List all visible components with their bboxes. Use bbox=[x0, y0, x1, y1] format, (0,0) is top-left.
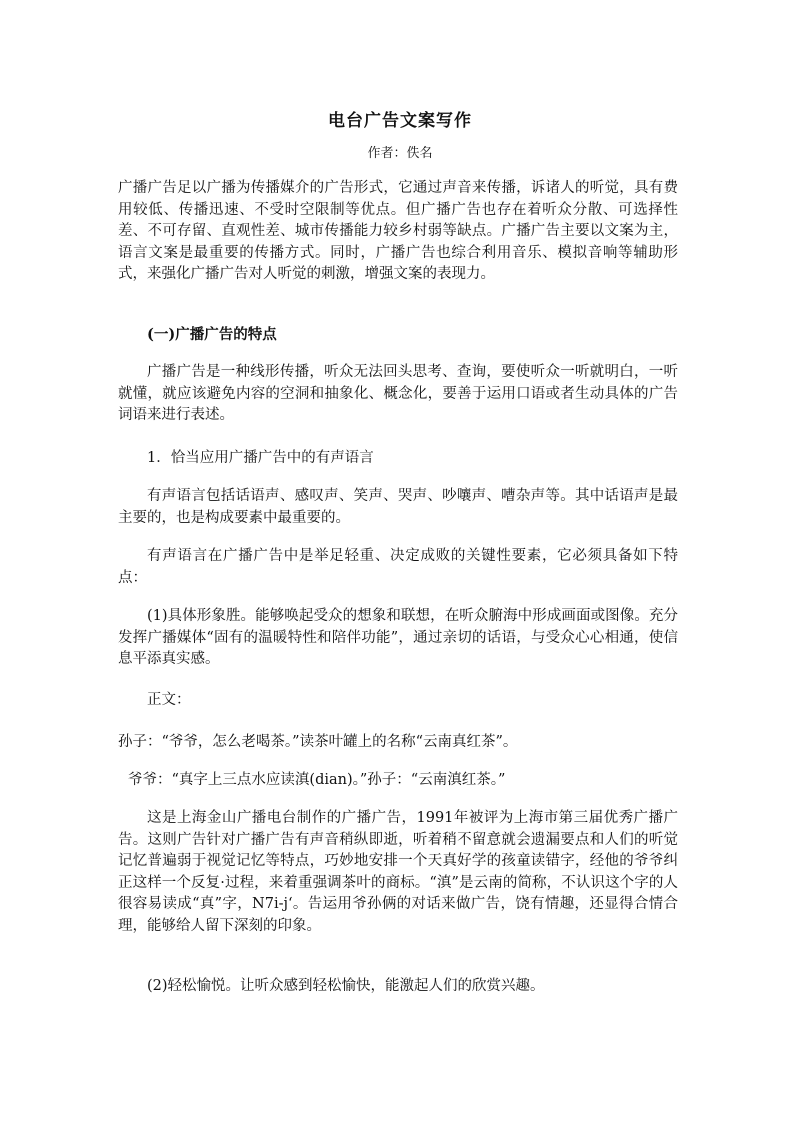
section-heading: (一)广播广告的特点 bbox=[147, 326, 277, 343]
document-author: 作者：佚名 bbox=[367, 146, 433, 161]
dialogue-line-2: 爷爷：“真字上三点水应读滇(dian)。”孙子：“云南滇红茶。” bbox=[128, 772, 506, 788]
paragraph-sound-role: 有声语言在广播广告中是举足轻重、决定成败的关键性要素，它必须具备如下特点： bbox=[118, 548, 678, 586]
paragraph-body-label: 正文： bbox=[147, 692, 191, 708]
paragraph-analysis: 这是上海金山广播电台制作的广播广告，1991年被评为上海市第三届优秀广播广告。这则广告针对广播广告有声音稍纵即逝，听着稍不留意就会遗漏要点和人们的听觉记忆普遍弱于视觉记忆等特点，巧妙地安排一个天真好学的孩童读错字，经他的爷爷纠正这样一个反复·过程，来着重强调茶叶的商标。“滇”是云南的简称，不认识这个字的人很容易读成“真”字，N7i-j‘。告运用爷孙俩的对话来做广告，饶有情趣，还显得合情合理，能够给人留下深刻的印象。 bbox=[118, 810, 678, 934]
dialogue-line-1: 孙子：“爷爷，怎么老喝茶。”读茶叶罐上的名称“云南真红茶”。 bbox=[118, 734, 518, 750]
paragraph-sound-types: 有声语言包括话语声、感叹声、笑声、哭声、吵嚷声、嘈杂声等。其中话语声是最主要的，也是构成要素中最重要的。 bbox=[118, 488, 678, 526]
paragraph-linear: 广播广告是一种线形传播，听众无法回头思考、查询，要使听众一听就明白，一听就懂，就应该避免内容的空洞和抽象化、概念化，要善于运用口语或者生动具体的广告词语来进行表述。 bbox=[118, 364, 678, 423]
paragraph-point-1: (1)具体形象胜。能够唤起受众的想象和联想，在听众腑海中形成画面或图像。充分发挥广播媒体“固有的温暖特性和陪伴功能”，通过亲切的话语，与受众心心相通，使信息平添真实感。 bbox=[118, 608, 678, 667]
paragraph-point-2: (2)轻松愉悦。让听众感到轻松愉快，能激起人们的欣赏兴趣。 bbox=[147, 978, 545, 994]
paragraph-intro: 广播广告足以广播为传播媒介的广告形式，它通过声音来传播，诉诸人的听觉，具有费用较低、传播迅速、不受时空限制等优点。但广播广告也存在着听众分散、可选择性差、不可存留、直观性差、城市传播能力较乡村弱等缺点。广播广告主要以文案为主，语言文案是最重要的传播方式。同时，广播广告也综合利用音乐、模拟音响等辅助形式，来强化广播广告对人听觉的刺激，增强文案的表现力。 bbox=[118, 180, 678, 282]
document-title: 电台广告文案写作 bbox=[328, 111, 472, 131]
subsection-heading: 1．恰当应用广播广告中的有声语言 bbox=[147, 450, 374, 466]
